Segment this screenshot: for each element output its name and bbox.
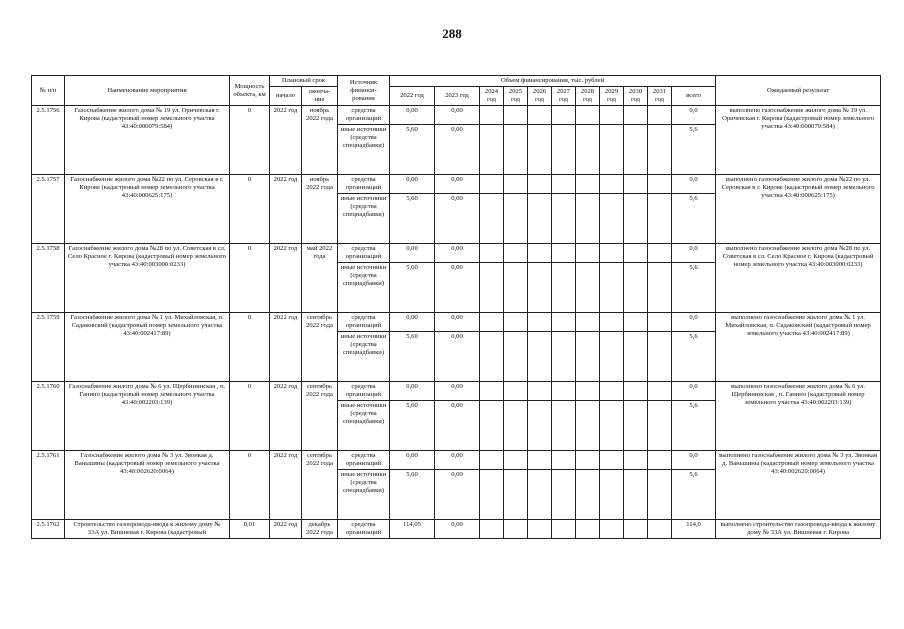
row-year-empty <box>480 451 504 470</box>
row-source: иные источники (средства спецнадбавки) <box>338 332 390 382</box>
row-year-empty <box>528 106 552 125</box>
row-2022: 0,00 <box>390 382 435 401</box>
row-year-empty <box>552 451 576 470</box>
row-year-empty <box>480 401 504 451</box>
row-year-empty <box>600 401 624 451</box>
row-year-empty <box>480 263 504 313</box>
header-name: Наименование мероприятия <box>65 76 230 106</box>
row-total: 114,0 <box>672 520 716 539</box>
row-year-empty <box>480 332 504 382</box>
row-year-empty <box>480 520 504 539</box>
row-end: май 2022 года <box>302 244 338 313</box>
header-result: Ожидаемый результат <box>716 76 881 106</box>
row-year-empty <box>600 451 624 470</box>
row-total: 5,6 <box>672 470 716 520</box>
row-end: декабрь 2022 года <box>302 520 338 539</box>
row-year-empty <box>504 175 528 194</box>
row-start: 2022 год <box>270 244 302 313</box>
row-year-empty <box>480 244 504 263</box>
row-name: Газоснабжение жилого дома № 1 ул. Михайловская, п. Садаковский (кадастровый номер земельного участка 43:40:002417:89) <box>65 313 230 382</box>
row-year-empty <box>552 401 576 451</box>
table-row <box>32 313 881 332</box>
row-year-empty <box>480 106 504 125</box>
header-2026: 2026 год <box>528 87 552 106</box>
row-year-empty <box>648 175 672 194</box>
row-capacity: 0 <box>230 451 270 520</box>
row-end: сентябрь 2022 года <box>302 451 338 520</box>
row-2023: 0,00 <box>435 382 480 401</box>
row-2022: 5,60 <box>390 470 435 520</box>
row-total: 0,0 <box>672 451 716 470</box>
row-year-empty <box>576 194 600 244</box>
row-capacity: 0 <box>230 175 270 244</box>
row-total: 0,0 <box>672 313 716 332</box>
row-2023: 0,00 <box>435 401 480 451</box>
table-row <box>32 106 881 125</box>
row-year-empty <box>576 332 600 382</box>
row-year-empty <box>576 451 600 470</box>
row-2022: 5,60 <box>390 263 435 313</box>
row-year-empty <box>624 244 648 263</box>
row-year-empty <box>504 470 528 520</box>
row-year-empty <box>552 470 576 520</box>
row-start: 2022 год <box>270 382 302 451</box>
row-source: средства организаций <box>338 175 390 194</box>
row-year-empty <box>624 470 648 520</box>
row-year-empty <box>552 125 576 175</box>
row-2022: 5,60 <box>390 194 435 244</box>
row-year-empty <box>504 263 528 313</box>
row-2023: 0,00 <box>435 244 480 263</box>
row-year-empty <box>480 125 504 175</box>
row-year-empty <box>600 332 624 382</box>
row-2023: 0,00 <box>435 106 480 125</box>
financing-table <box>31 75 881 539</box>
row-name: Газоснабжение жилого дома №28 по ул. Советская в сл. Село Красное г. Кирова (кадастровый номер земельного участка 43:40:003000:0233) <box>65 244 230 313</box>
row-year-empty <box>600 106 624 125</box>
row-year-empty <box>624 106 648 125</box>
header-capacity: Мощность объекта, км <box>230 76 270 106</box>
row-year-empty <box>528 175 552 194</box>
row-result: выполнено газоснабжение жилого дома № 1 ул. Михайловская, п. Садаковский (кадастровый номер земельного участка 43:40:002417:89) <box>716 313 881 382</box>
row-total: 5,6 <box>672 263 716 313</box>
header-2029: 2029 год <box>600 87 624 106</box>
row-2023: 0,00 <box>435 451 480 470</box>
row-year-empty <box>648 382 672 401</box>
row-year-empty <box>576 313 600 332</box>
row-total: 5,6 <box>672 125 716 175</box>
header-2028: 2028 год <box>576 87 600 106</box>
row-total: 5,6 <box>672 332 716 382</box>
row-year-empty <box>504 125 528 175</box>
row-number: 2.5.1760 <box>32 382 65 451</box>
row-2022: 0,00 <box>390 451 435 470</box>
header-total: всего <box>672 87 716 106</box>
row-start: 2022 год <box>270 106 302 175</box>
row-year-empty <box>552 382 576 401</box>
row-year-empty <box>624 332 648 382</box>
header-finance-volume: Объем финансирования, тыс. рублей <box>390 76 716 87</box>
row-result: выполнено газоснабжение жилого дома № 19 ул. Оричевская г. Кирова (кадастровый номер земельного участка 43:40:000079:584) <box>716 106 881 175</box>
row-name: Строительство газопровода-ввода к жилому дому № 33А ул. Вишневая г. Кирова (кадастровый <box>65 520 230 539</box>
row-2023: 0,00 <box>435 263 480 313</box>
header-2025: 2025 год <box>504 87 528 106</box>
row-2022: 0,00 <box>390 175 435 194</box>
row-number: 2.5.1758 <box>32 244 65 313</box>
row-name: Газоснабжение жилого дома № 19 ул. Оричевская г. Кирова (кадастровый номер земельного участка 43:40:000079:584) <box>65 106 230 175</box>
row-total: 5,6 <box>672 401 716 451</box>
row-2022: 0,00 <box>390 106 435 125</box>
row-year-empty <box>528 451 552 470</box>
row-year-empty <box>552 175 576 194</box>
row-source: иные источники (средства спецнадбавки) <box>338 401 390 451</box>
row-source: иные источники (средства спецнадбавки) <box>338 125 390 175</box>
row-2023: 0,00 <box>435 175 480 194</box>
row-result: выполнено строительство газопровода-ввода к жилому дому № 33А ул. Вишневая г. Кирова <box>716 520 881 539</box>
row-year-empty <box>528 520 552 539</box>
row-year-empty <box>648 520 672 539</box>
header-start: начало <box>270 87 302 106</box>
row-total: 0,0 <box>672 244 716 263</box>
row-year-empty <box>504 451 528 470</box>
row-year-empty <box>648 106 672 125</box>
row-2023: 0,00 <box>435 332 480 382</box>
row-name: Газоснабжение жилого дома № 3 ул. Звонкая д. Ваньшины (кадастровый номер земельного участка 43:40:002620:0064) <box>65 451 230 520</box>
row-year-empty <box>648 401 672 451</box>
row-year-empty <box>648 332 672 382</box>
row-year-empty <box>648 451 672 470</box>
row-year-empty <box>504 244 528 263</box>
row-year-empty <box>624 194 648 244</box>
row-number: 2.5.1761 <box>32 451 65 520</box>
row-capacity: 0 <box>230 244 270 313</box>
row-year-empty <box>600 194 624 244</box>
row-start: 2022 год <box>270 175 302 244</box>
header-2031: 2031 год <box>648 87 672 106</box>
row-year-empty <box>576 382 600 401</box>
row-total: 0,0 <box>672 106 716 125</box>
row-year-empty <box>504 106 528 125</box>
row-year-empty <box>504 332 528 382</box>
row-year-empty <box>624 520 648 539</box>
table-row <box>32 244 881 263</box>
row-year-empty <box>528 125 552 175</box>
header-2022: 2022 год <box>390 87 435 106</box>
row-year-empty <box>552 313 576 332</box>
row-year-empty <box>576 263 600 313</box>
row-end: ноябрь 2022 года <box>302 106 338 175</box>
row-source: средства организаций <box>338 451 390 470</box>
row-source: средства организаций <box>338 520 390 539</box>
row-result: выполнено газоснабжение жилого дома №28 по ул. Советская в сл. Село Красное г. Кирова (кадастровый номер земельного участка 43:40:003000:0233) <box>716 244 881 313</box>
row-source: средства организаций <box>338 382 390 401</box>
row-2023: 0,00 <box>435 520 480 539</box>
row-total: 0,0 <box>672 382 716 401</box>
row-2022: 0,00 <box>390 313 435 332</box>
row-number: 2.5.1762 <box>32 520 65 539</box>
row-result: выполнено газоснабжение жилого дома № 6 ул. Щербининская , п. Ганино (кадастровый номер земельного участка 43:40:002203:139) <box>716 382 881 451</box>
row-end: сентябрь 2022 года <box>302 313 338 382</box>
row-year-empty <box>600 313 624 332</box>
header-plan-term: Плановый срок <box>270 76 338 87</box>
row-year-empty <box>648 125 672 175</box>
header-end: оконча-ние <box>302 87 338 106</box>
row-year-empty <box>480 175 504 194</box>
row-year-empty <box>480 194 504 244</box>
row-2023: 0,00 <box>435 470 480 520</box>
header-source: Источник финанси-рования <box>338 76 390 106</box>
row-year-empty <box>576 106 600 125</box>
row-end: сентябрь 2022 года <box>302 382 338 451</box>
row-year-empty <box>624 382 648 401</box>
row-year-empty <box>480 470 504 520</box>
row-source: иные источники (средства спецнадбавки) <box>338 263 390 313</box>
row-year-empty <box>480 382 504 401</box>
row-year-empty <box>600 470 624 520</box>
row-start: 2022 год <box>270 520 302 539</box>
row-end: ноябрь 2022 года <box>302 175 338 244</box>
row-capacity: 0,01 <box>230 520 270 539</box>
row-number: 2.5.1759 <box>32 313 65 382</box>
row-year-empty <box>552 194 576 244</box>
table-row <box>32 520 881 539</box>
header-2024: 2024 год <box>480 87 504 106</box>
row-year-empty <box>648 263 672 313</box>
row-year-empty <box>504 313 528 332</box>
row-year-empty <box>504 520 528 539</box>
row-year-empty <box>528 263 552 313</box>
row-year-empty <box>600 263 624 313</box>
row-capacity: 0 <box>230 106 270 175</box>
row-2022: 5,60 <box>390 401 435 451</box>
row-year-empty <box>552 263 576 313</box>
header-2027: 2027 год <box>552 87 576 106</box>
row-result: выполнено газоснабжение жилого дома №22 по ул. Серовская в г. Кирове (кадастровый номер земельного участка 43:40:000625:175) <box>716 175 881 244</box>
row-start: 2022 год <box>270 313 302 382</box>
header-num: № п/п <box>32 76 65 106</box>
row-year-empty <box>528 470 552 520</box>
row-source: средства организаций <box>338 244 390 263</box>
row-source: средства организаций <box>338 106 390 125</box>
row-year-empty <box>504 401 528 451</box>
table-row <box>32 451 881 470</box>
row-year-empty <box>528 332 552 382</box>
row-year-empty <box>624 451 648 470</box>
row-year-empty <box>552 520 576 539</box>
row-year-empty <box>624 175 648 194</box>
row-year-empty <box>624 313 648 332</box>
table-row <box>32 175 881 194</box>
row-year-empty <box>528 313 552 332</box>
row-capacity: 0 <box>230 313 270 382</box>
row-name: Газоснабжение жилого дома №22 по ул. Серовская в г. Кирове (кадастровый номер земельного участка 43:40:000625:175) <box>65 175 230 244</box>
row-total: 5,6 <box>672 194 716 244</box>
row-result: выполнено газоснабжение жилого дома № 3 ул. Звонкая д. Ваньшины (кадастровый номер земельного участка 43:40:002620:0064) <box>716 451 881 520</box>
row-year-empty <box>528 401 552 451</box>
row-year-empty <box>576 470 600 520</box>
row-year-empty <box>600 244 624 263</box>
row-source: иные источники (средства спецнадбавки) <box>338 470 390 520</box>
row-year-empty <box>576 401 600 451</box>
row-year-empty <box>624 263 648 313</box>
table-row <box>32 382 881 401</box>
row-year-empty <box>480 313 504 332</box>
row-year-empty <box>576 520 600 539</box>
row-source: средства организаций <box>338 313 390 332</box>
row-year-empty <box>576 125 600 175</box>
row-year-empty <box>504 194 528 244</box>
row-number: 2.5.1757 <box>32 175 65 244</box>
row-year-empty <box>600 382 624 401</box>
row-year-empty <box>600 175 624 194</box>
row-year-empty <box>528 194 552 244</box>
row-2023: 0,00 <box>435 313 480 332</box>
row-2022: 5,60 <box>390 125 435 175</box>
row-2022: 5,60 <box>390 332 435 382</box>
row-2023: 0,00 <box>435 125 480 175</box>
row-year-empty <box>600 125 624 175</box>
row-2023: 0,00 <box>435 194 480 244</box>
row-year-empty <box>528 382 552 401</box>
header-row-1 <box>32 76 881 87</box>
row-year-empty <box>648 470 672 520</box>
row-year-empty <box>600 520 624 539</box>
table-body <box>32 106 881 539</box>
row-year-empty <box>552 244 576 263</box>
row-name: Газоснабжение жилого дома № 6 ул. Щербининская , п. Ганино (кадастровый номер земельного участка 43:40:002203:139) <box>65 382 230 451</box>
page-number: 288 <box>442 26 462 41</box>
header-2030: 2030 год <box>624 87 648 106</box>
row-year-empty <box>624 401 648 451</box>
row-year-empty <box>648 194 672 244</box>
row-year-empty <box>504 382 528 401</box>
row-year-empty <box>576 244 600 263</box>
row-start: 2022 год <box>270 451 302 520</box>
row-year-empty <box>576 175 600 194</box>
row-2022: 114,05 <box>390 520 435 539</box>
row-capacity: 0 <box>230 382 270 451</box>
row-total: 0,0 <box>672 175 716 194</box>
row-source: иные источники (средства спецнадбавки) <box>338 194 390 244</box>
row-year-empty <box>552 332 576 382</box>
row-2022: 0,00 <box>390 244 435 263</box>
row-year-empty <box>528 244 552 263</box>
row-year-empty <box>648 313 672 332</box>
row-year-empty <box>552 106 576 125</box>
header-2023: 2023 год <box>435 87 480 106</box>
row-year-empty <box>648 244 672 263</box>
row-number: 2.5.1756 <box>32 106 65 175</box>
row-year-empty <box>624 125 648 175</box>
